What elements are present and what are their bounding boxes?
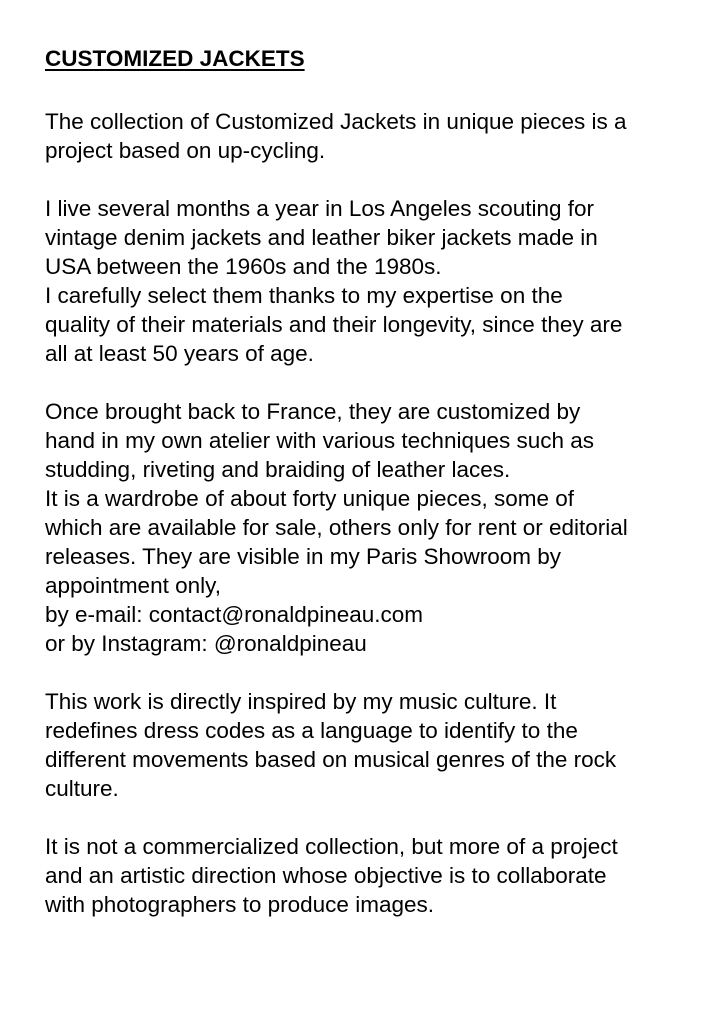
paragraph-sourcing bbox=[45, 194, 705, 368]
text-line: different movements based on musical genres of the rock bbox=[45, 747, 617, 772]
text-line: and an artistic direction whose objective is to collaborate bbox=[45, 863, 607, 888]
text-line: with photographers to produce images. bbox=[45, 892, 434, 917]
text-line: studding, riveting and braiding of leather laces. bbox=[45, 457, 511, 482]
contact-email-line: by e-mail: contact@ronaldpineau.com bbox=[45, 602, 424, 627]
text-line: The collection of Customized Jackets in unique pieces is a bbox=[45, 109, 627, 134]
text-line: which are available for sale, others only for rent or editorial bbox=[45, 515, 628, 540]
paragraph-customization bbox=[45, 397, 705, 658]
text-line: Once brought back to France, they are customized by bbox=[45, 399, 581, 424]
document-page bbox=[45, 44, 705, 948]
text-line: all at least 50 years of age. bbox=[45, 341, 314, 366]
text-line: This work is directly inspired by my music culture. It bbox=[45, 689, 557, 714]
text-line: quality of their materials and their longevity, since they are bbox=[45, 312, 623, 337]
paragraph-objective bbox=[45, 832, 705, 919]
text-line: vintage denim jackets and leather biker jackets made in bbox=[45, 225, 598, 250]
text-line: It is not a commercialized collection, but more of a project bbox=[45, 834, 618, 859]
contact-instagram-line: or by Instagram: @ronaldpineau bbox=[45, 631, 367, 656]
text-line: redefines dress codes as a language to identify to the bbox=[45, 718, 578, 743]
text-line: It is a wardrobe of about forty unique pieces, some of bbox=[45, 486, 575, 511]
text-line: culture. bbox=[45, 776, 119, 801]
text-line: project based on up-cycling. bbox=[45, 138, 326, 163]
text-line: releases. They are visible in my Paris Showroom by bbox=[45, 544, 562, 569]
paragraph-intro bbox=[45, 107, 705, 165]
text-line: I live several months a year in Los Angeles scouting for bbox=[45, 196, 595, 221]
text-line: hand in my own atelier with various techniques such as bbox=[45, 428, 595, 453]
text-line: I carefully select them thanks to my expertise on the bbox=[45, 283, 563, 308]
text-line: appointment only, bbox=[45, 573, 221, 598]
document-title: CUSTOMIZED JACKETS bbox=[45, 46, 305, 71]
paragraph-inspiration bbox=[45, 687, 705, 803]
text-line: USA between the 1960s and the 1980s. bbox=[45, 254, 442, 279]
